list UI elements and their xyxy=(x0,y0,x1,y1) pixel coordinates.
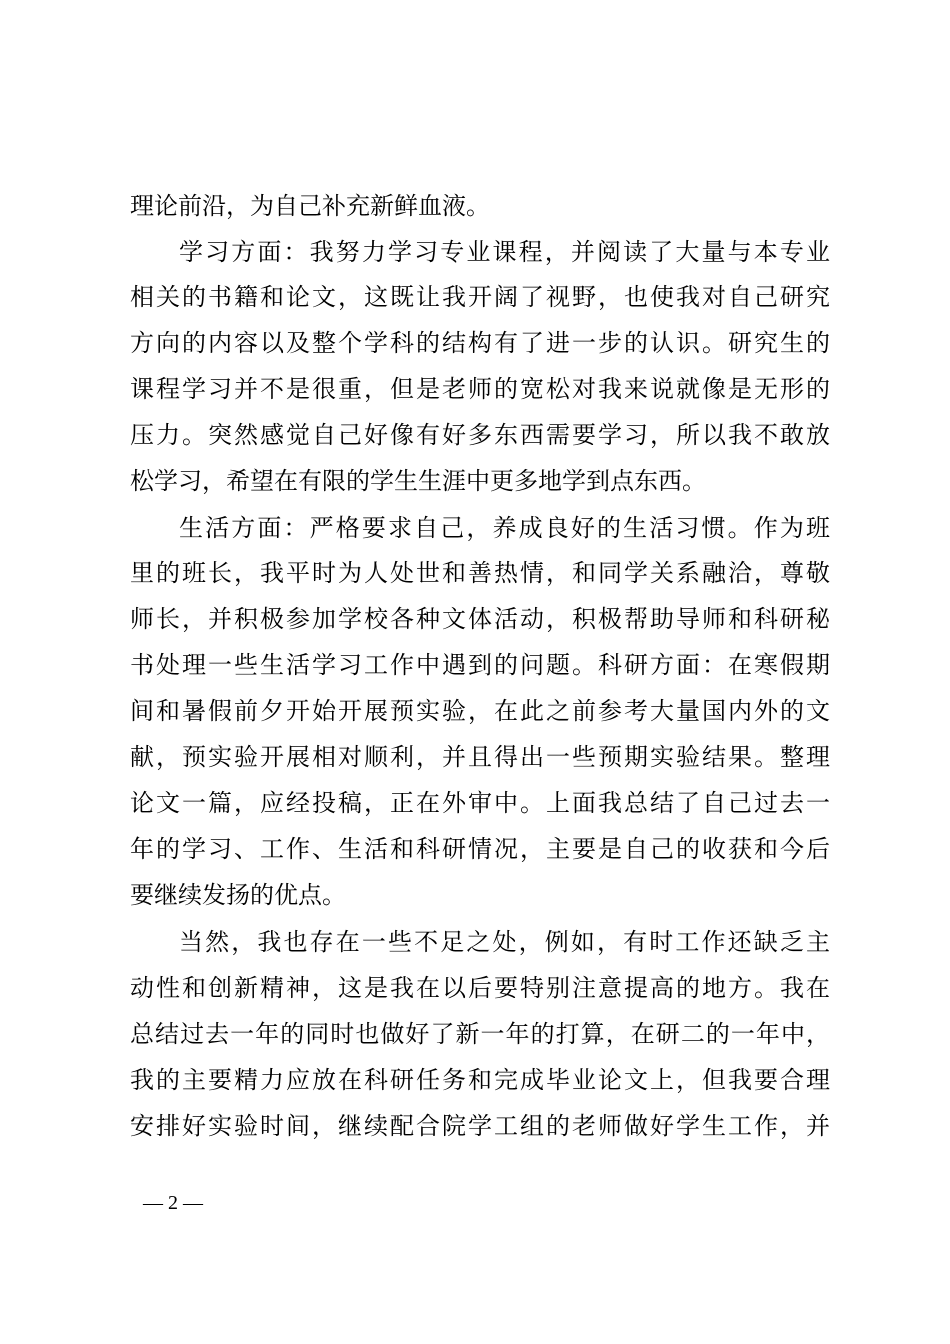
text-line: 论文一篇，应经投稿，正在外审中。上面我总结了自己过去一 xyxy=(130,789,830,817)
text-line: 课程学习并不是很重，但是老师的宽松对我来说就像是无形的 xyxy=(130,375,830,403)
page-number: — 2 — xyxy=(143,1192,203,1214)
text-line: 里的班长，我平时为人处世和善热情，和同学关系融洽，尊敬 xyxy=(130,559,830,587)
text-line: 当然，我也存在一些不足之处，例如，有时工作还缺乏主 xyxy=(179,928,830,956)
text-line: 安排好实验时间，继续配合院学工组的老师做好学生工作，并 xyxy=(130,1112,830,1140)
text-line: 松学习，希望在有限的学生生涯中更多地学到点东西。 xyxy=(130,467,706,495)
text-line: 相关的书籍和论文，这既让我开阔了视野，也使我对自己研究 xyxy=(130,283,830,311)
text-line: 书处理一些生活学习工作中遇到的问题。科研方面：在寒假期 xyxy=(130,651,830,679)
text-line: 方向的内容以及整个学科的结构有了进一步的认识。研究生的 xyxy=(130,329,830,357)
text-line: 要继续发扬的优点。 xyxy=(130,881,346,909)
text-line: 总结过去一年的同时也做好了新一年的打算，在研二的一年中， xyxy=(130,1020,830,1048)
text-line: 动性和创新精神，这是我在以后要特别注意提高的地方。我在 xyxy=(130,974,830,1002)
text-line: 献，预实验开展相对顺利，并且得出一些预期实验结果。整理 xyxy=(130,743,830,771)
text-line: 我的主要精力应放在科研任务和完成毕业论文上，但我要合理 xyxy=(130,1066,830,1094)
text-line: 间和暑假前夕开始开展预实验，在此之前参考大量国内外的文 xyxy=(130,697,830,725)
text-line: 压力。突然感觉自己好像有好多东西需要学习，所以我不敢放 xyxy=(130,421,830,449)
text-line: 生活方面：严格要求自己，养成良好的生活习惯。作为班 xyxy=(179,514,830,542)
text-line: 学习方面：我努力学习专业课程，并阅读了大量与本专业 xyxy=(179,238,830,266)
text-line: 师长，并积极参加学校各种文体活动，积极帮助导师和科研秘 xyxy=(130,605,830,633)
text-line: 理论前沿，为自己补充新鲜血液。 xyxy=(130,192,490,220)
text-line: 年的学习、工作、生活和科研情况，主要是自己的收获和今后 xyxy=(130,835,830,863)
